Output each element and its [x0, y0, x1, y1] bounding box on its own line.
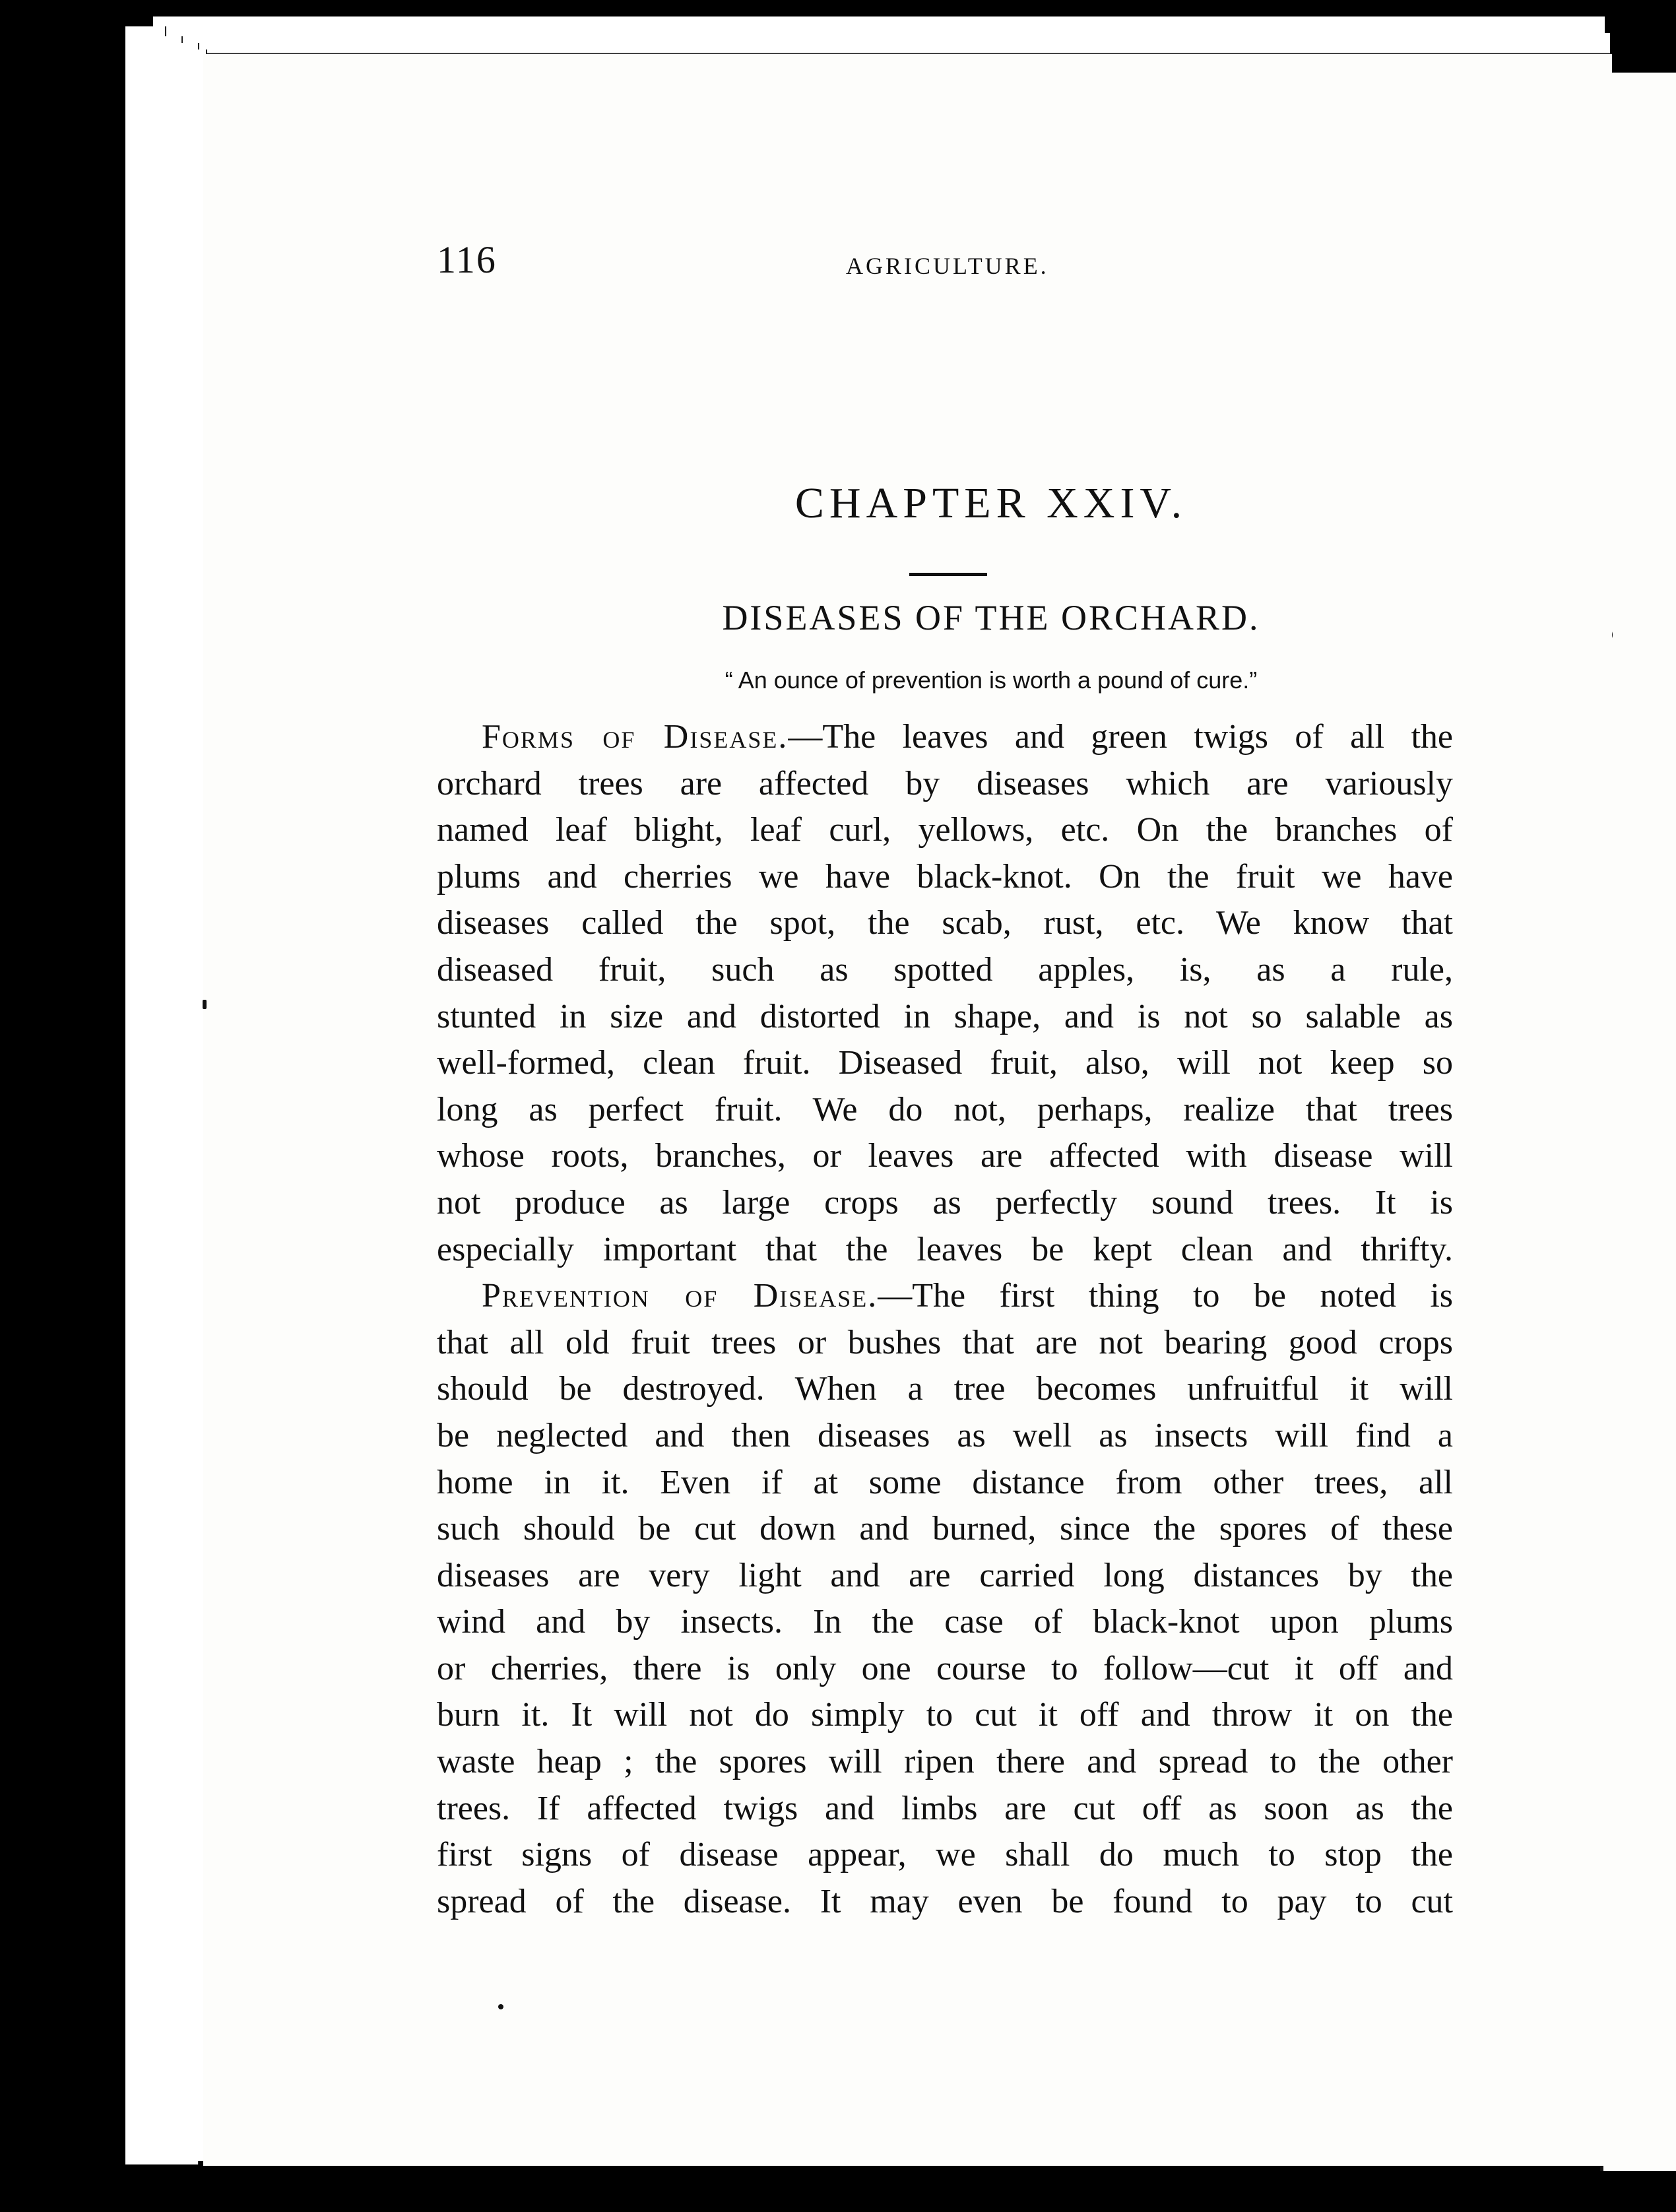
text-line: not produce as large crops as perfectly sound trees. It is: [437, 1183, 1453, 1221]
run-in-heading: Forms of Disease.: [482, 718, 789, 756]
text-line: Prevention of Disease.—The first thing to be noted is: [482, 1277, 1453, 1315]
text-line: named leaf blight, leaf curl, yellows, etc. On the branches of: [437, 811, 1453, 849]
running-head: [437, 238, 1453, 290]
chapter-title: DISEASES OF THE ORCHARD.: [722, 598, 1260, 637]
text-line: diseased fruit, such as spotted apples, is, as a rule,: [437, 950, 1453, 989]
body-text: [437, 714, 1453, 1925]
text-line: home in it. Even if at some distance from other trees, all: [437, 1463, 1453, 1501]
epigraph: “ An ounce of prevention is worth a pound of cure.”: [725, 667, 1258, 694]
text-line: especially important that the leaves be kept clean and thrifty.: [437, 1230, 1453, 1268]
heading-rule: [909, 573, 987, 576]
text-line: plums and cherries we have black-knot. On the fruit we have: [437, 857, 1453, 895]
chapter-heading: CHAPTER XXIV.: [794, 479, 1188, 527]
text-line: spread of the disease. It may even be found to pay to cut: [437, 1882, 1453, 1920]
text-line: diseases are very light and are carried long distances by the: [437, 1556, 1453, 1594]
text-line: or cherries, there is only one course to follow—cut it off and: [437, 1649, 1453, 1687]
text-line: such should be cut down and burned, since the spores of these: [437, 1510, 1453, 1548]
text-line: Forms of Disease.—The leaves and green twigs of all the: [482, 718, 1454, 756]
text-line: well-formed, clean fruit. Diseased fruit, also, will not keep so: [437, 1044, 1453, 1082]
text-line: diseases called the spot, the scab, rust, etc. We know that: [437, 904, 1453, 942]
text-line: first signs of disease appear, we shall do much to stop the: [437, 1836, 1453, 1874]
text-line: orchard trees are affected by diseases which are variously: [437, 764, 1453, 802]
text-line: should be destroyed. When a tree becomes unfruitful it will: [437, 1370, 1453, 1408]
text-line: whose roots, branches, or leaves are affected with disease will: [437, 1137, 1453, 1175]
page-edge: [165, 33, 1610, 54]
text-line: waste heap ; the spores will ripen there and spread to the other: [437, 1743, 1453, 1781]
page-speck: [498, 2004, 503, 2009]
text-line: trees. If affected twigs and limbs are cut off as soon as the: [437, 1789, 1453, 1827]
page-number: 116: [437, 238, 497, 281]
text-line: stunted in size and distorted in shape, and is not so salable as: [437, 997, 1453, 1035]
running-title: AGRICULTURE.: [846, 253, 1049, 279]
text-line: that all old fruit trees or bushes that are not bearing good crops: [437, 1323, 1453, 1361]
text-line: wind and by insects. In the case of black-knot upon plums: [437, 1603, 1453, 1641]
run-in-heading: Prevention of Disease.: [482, 1277, 878, 1315]
text-line: be neglected and then diseases as well as insects will find a: [437, 1416, 1453, 1454]
text-line: burn it. It will not do simply to cut it off and throw it on the: [437, 1696, 1453, 1734]
page-edge: [173, 49, 207, 2161]
text-line: long as perfect fruit. We do not, perhaps, realize that trees: [437, 1090, 1453, 1128]
page-speck: [203, 1000, 207, 1009]
